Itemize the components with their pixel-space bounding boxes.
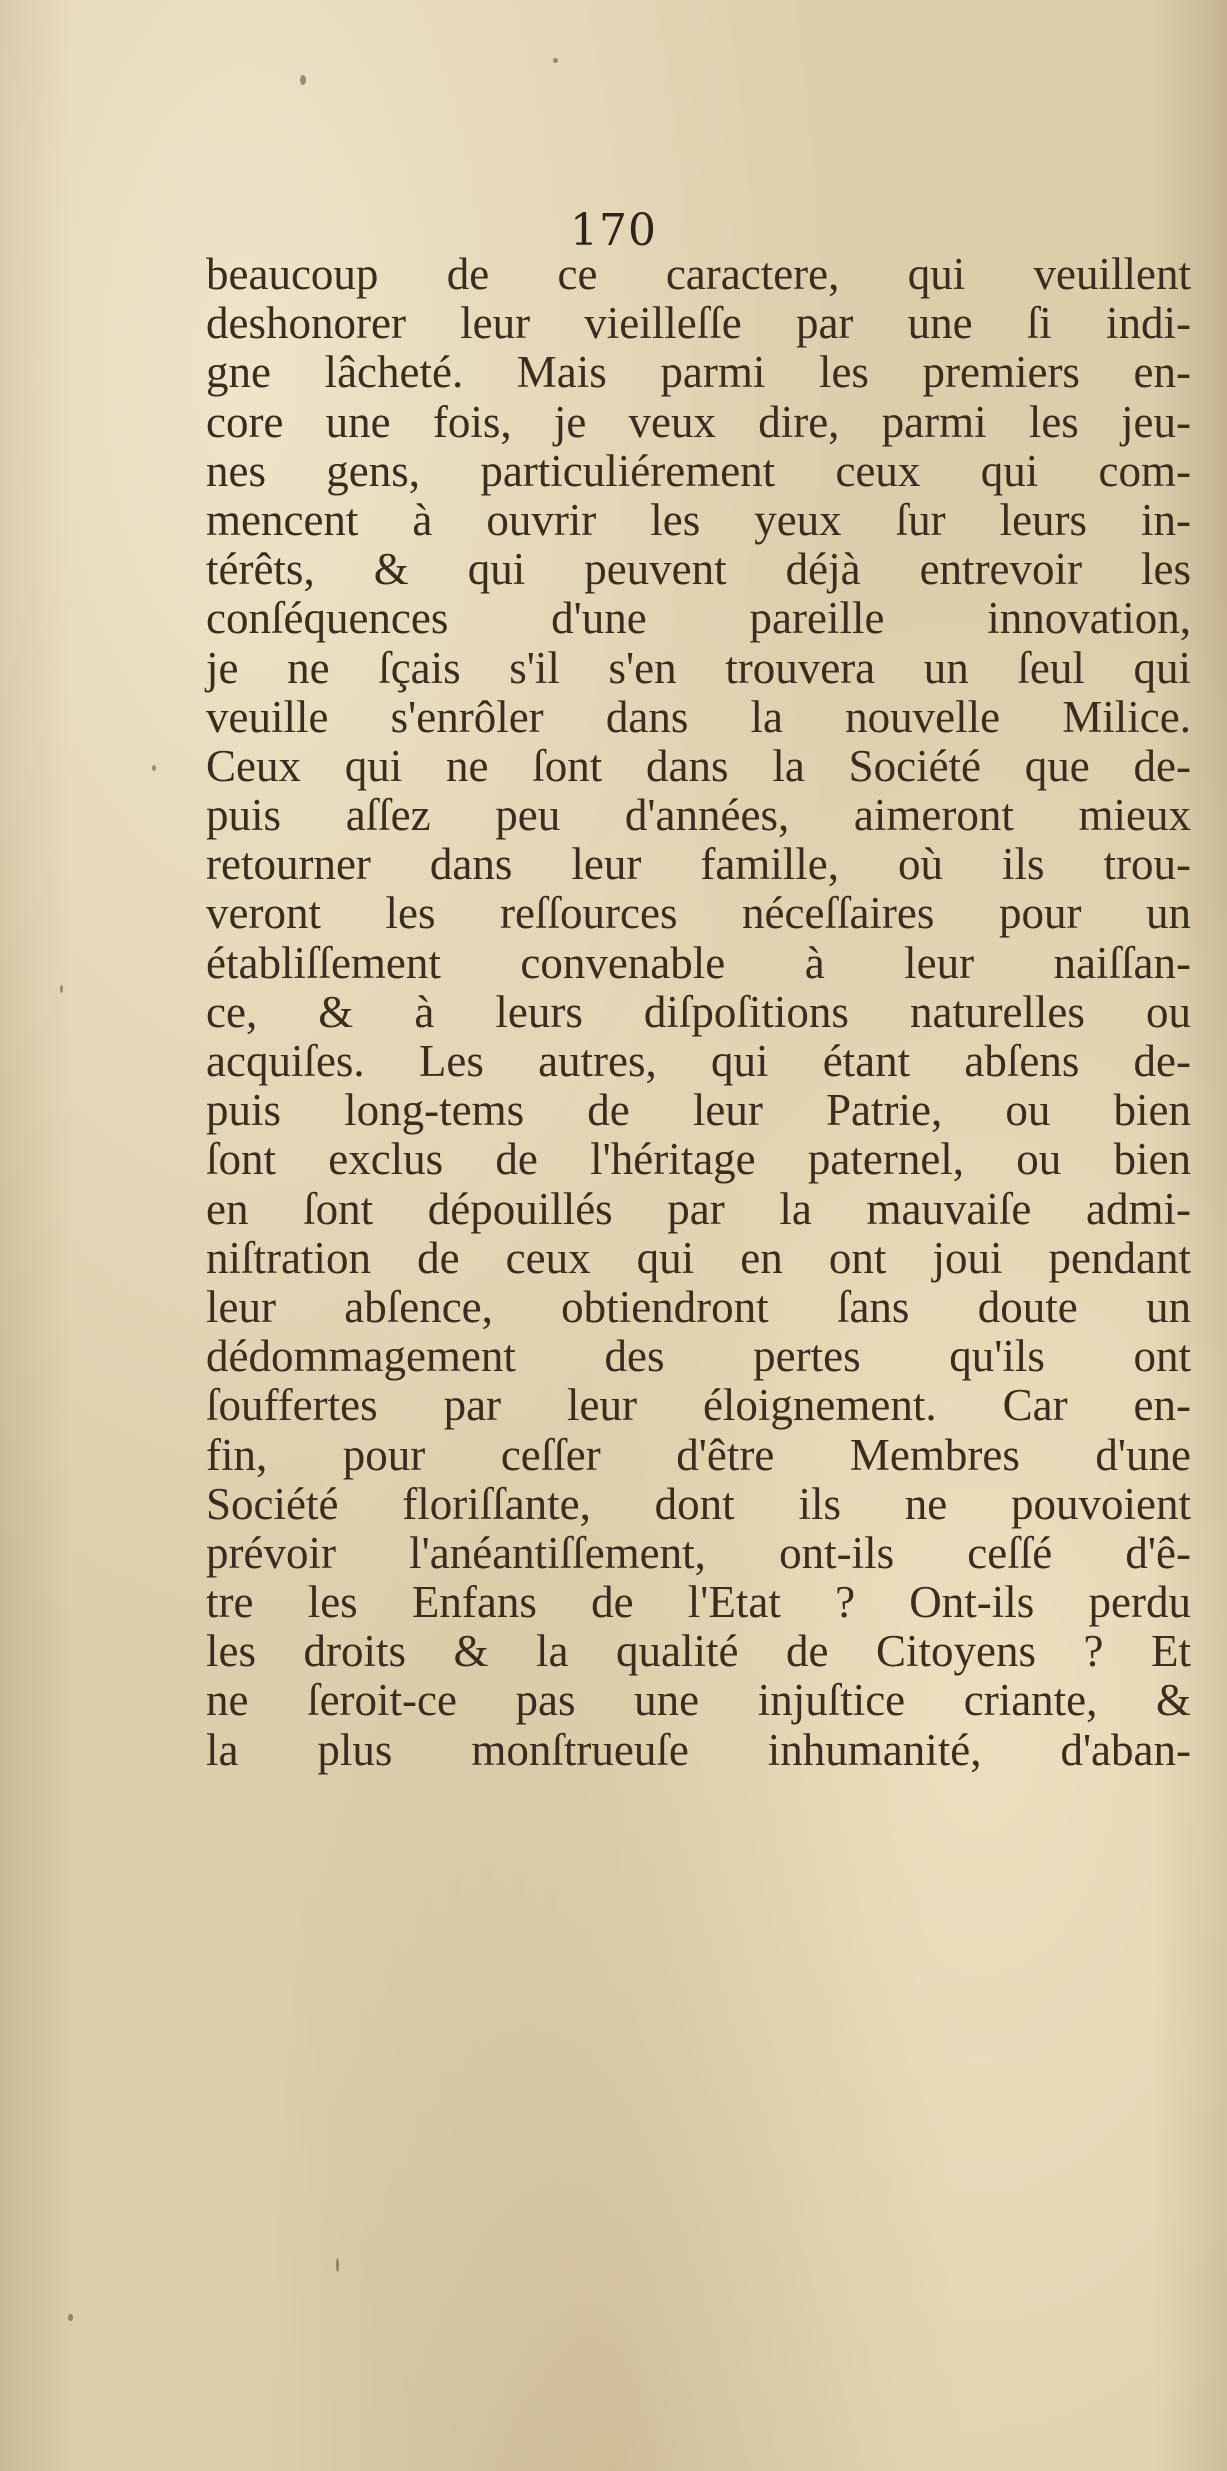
text-line: térêts, & qui peuvent déjà entrevoir les (206, 544, 1191, 595)
paper-speck (60, 985, 63, 993)
text-line: puis long-tems de leur Patrie, ou bien (206, 1085, 1191, 1136)
text-line: gne lâcheté. Mais parmi les premiers en- (206, 347, 1191, 398)
text-line: mencent à ouvrir les yeux ſur leurs in- (206, 494, 1191, 545)
text-line: core une fois, je veux dire, parmi les jeu- (206, 396, 1191, 447)
text-line: puis aſſez peu d'années, aimeront mieux (206, 790, 1191, 841)
text-line: ſont exclus de l'héritage paternel, ou bien (206, 1134, 1191, 1185)
text-line: je ne ſçais s'il s'en trouvera un ſeul qui (206, 642, 1191, 693)
text-line: la plus monſtrueuſe inhumanité, d'aban- (206, 1724, 1191, 1775)
body-text (206, 250, 1191, 1775)
text-line: nes gens, particuliérement ceux qui com- (206, 445, 1191, 496)
text-line: ne ſeroit-ce pas une injuſtice criante, & (206, 1675, 1191, 1726)
text-line: veuille s'enrôler dans la nouvelle Milice. (206, 691, 1191, 742)
paper-speck (68, 2314, 73, 2321)
text-line: beaucoup de ce caractere, qui veuillent (206, 249, 1191, 299)
text-line: conſéquences d'une pareille innovation, (206, 593, 1191, 644)
text-line: prévoir l'anéantiſſement, ont-ils ceſſé d'ê- (206, 1527, 1191, 1578)
text-line: niſtration de ceux qui en ont joui pendant (206, 1232, 1191, 1283)
text-line: Ceux qui ne ſont dans la Société que de- (206, 740, 1191, 791)
text-line: fin, pour ceſſer d'être Membres d'une (206, 1429, 1191, 1480)
text-line: leur abſence, obtiendront ſans doute un (206, 1281, 1191, 1332)
text-line: dédommagement des pertes qu'ils ont (206, 1331, 1191, 1382)
text-line: retourner dans leur famille, où ils trou- (206, 839, 1191, 890)
text-line: veront les reſſources néceſſaires pour un (206, 888, 1191, 939)
text-line: établiſſement convenable à leur naiſſan- (206, 937, 1191, 988)
text-line: deshonorer leur vieilleſſe par une ſi indi- (206, 298, 1191, 349)
text-line: acquiſes. Les autres, qui étant abſens de- (206, 1036, 1191, 1086)
text-line: ce, & à leurs diſpoſitions naturelles ou (206, 986, 1191, 1037)
paper-speck (300, 75, 306, 85)
paper-speck (152, 765, 156, 771)
text-line: Société floriſſante, dont ils ne pouvoient (206, 1478, 1191, 1529)
text-line: les droits & la qualité de Citoyens ? Et (206, 1626, 1191, 1677)
paper-speck (336, 2258, 339, 2272)
page-number: 170 (570, 205, 657, 256)
text-line: ſouffertes par leur éloignement. Car en- (206, 1380, 1191, 1431)
text-line: tre les Enfans de l'Etat ? Ont-ils perdu (206, 1577, 1191, 1628)
paper-speck (553, 58, 558, 63)
text-line: en ſont dépouillés par la mauvaiſe admi- (206, 1183, 1191, 1234)
